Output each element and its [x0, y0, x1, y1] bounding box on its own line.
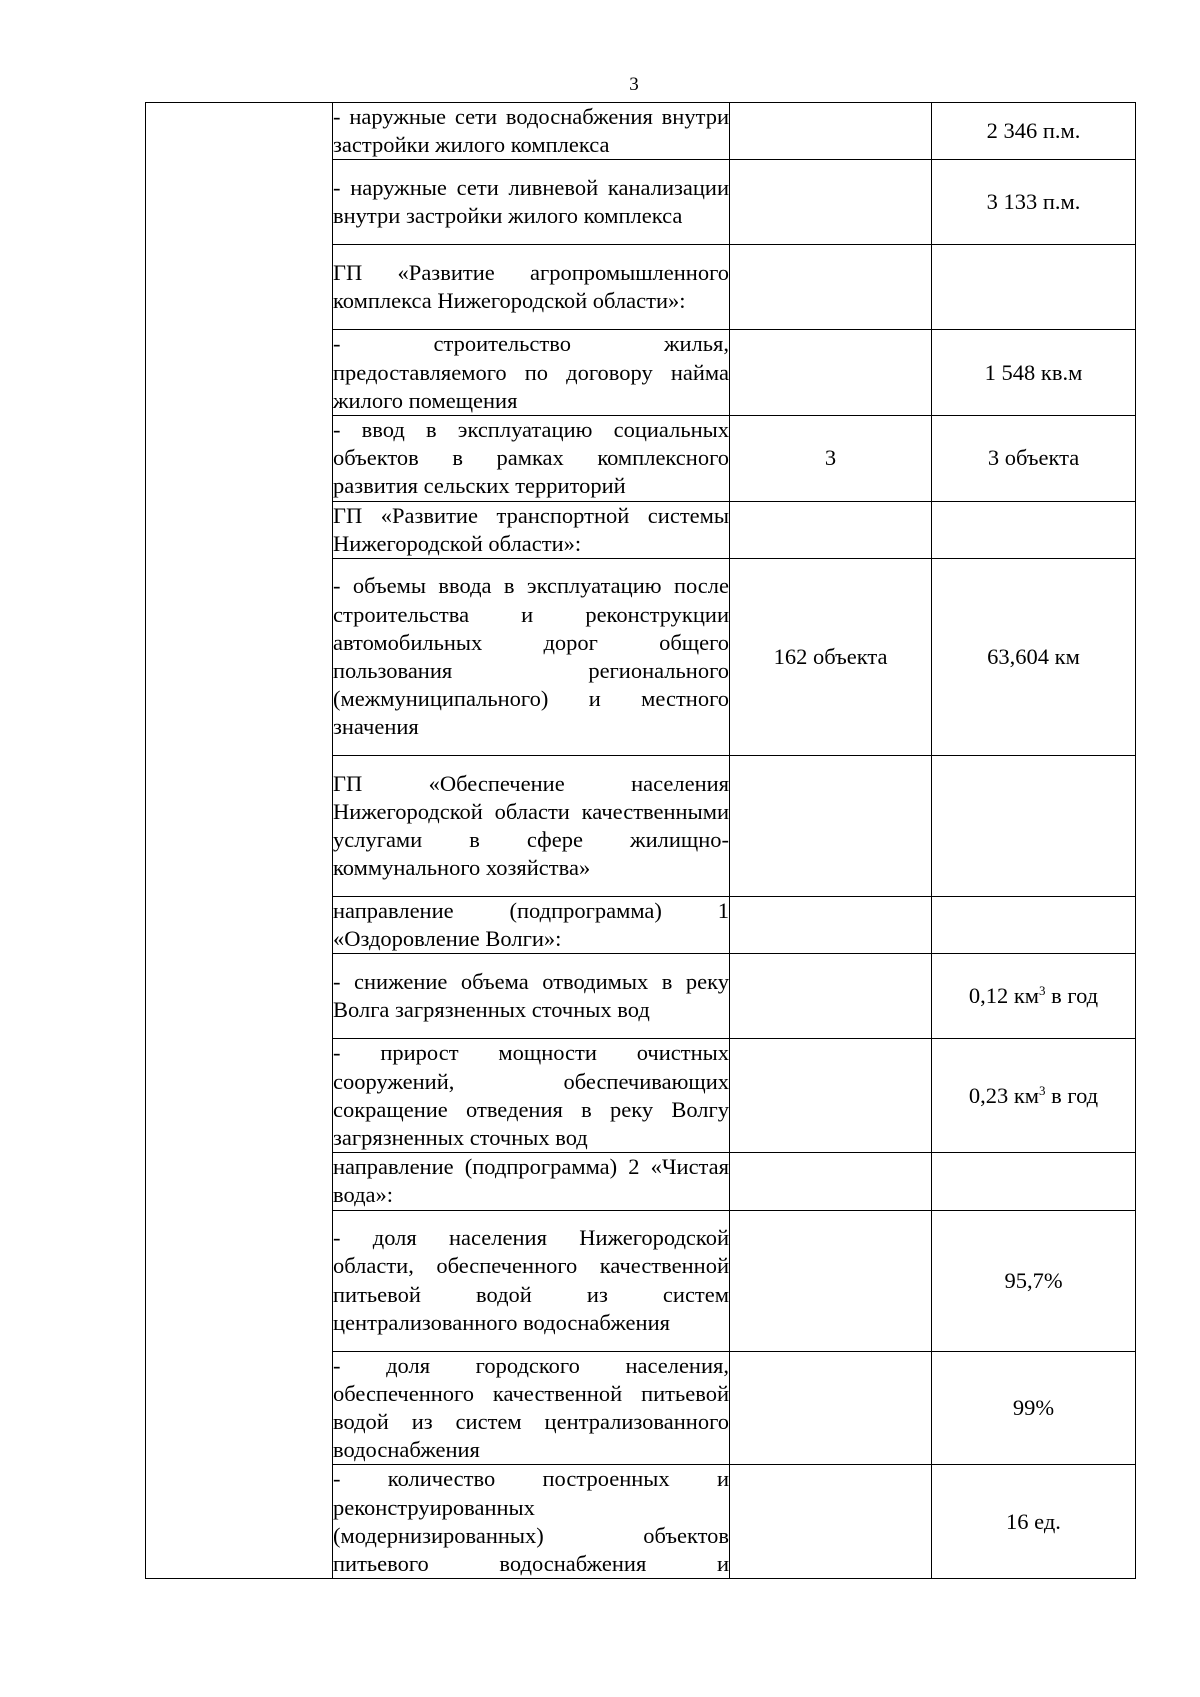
planned-value-cell	[730, 160, 932, 245]
planned-value-cell	[730, 897, 932, 954]
indicator-description-cell: - объемы ввода в эксплуатацию после строительства и реконструкции автомобильных дорог общего пользования регионального (межмуниципального) и местного значения	[333, 559, 730, 756]
result-value-cell	[932, 954, 1136, 1039]
page-number: 3	[629, 74, 639, 95]
planned-value-cell: 162 объекта	[730, 559, 932, 756]
indicator-description-cell: - количество построенных и реконструированных (модернизированных) объектов питьевого водоснабжения и	[333, 1465, 730, 1579]
planned-value-cell	[730, 1039, 932, 1153]
indicator-description-cell: ГП «Обеспечение населения Нижегородской области качественными услугами в сфере жилищно-коммунального хозяйства»	[333, 756, 730, 897]
indicator-description-cell: - строительство жилья, предоставляемого по договору найма жилого помещения	[333, 330, 730, 416]
result-value: 2 346 п.м.	[986, 118, 1081, 144]
result-value: 1 548 кв.м	[984, 359, 1083, 385]
result-value-suffix: в год	[1045, 983, 1099, 1009]
indicator-description-cell: ГП «Развитие транспортной системы Нижегородской области»:	[333, 501, 730, 558]
result-value: 0,12 км	[968, 983, 1040, 1009]
planned-value-cell	[730, 245, 932, 330]
result-value-cell	[932, 1153, 1136, 1210]
result-value: 95,7%	[1004, 1267, 1063, 1293]
result-value: 0,23 км	[968, 1082, 1040, 1108]
result-value-cell	[932, 245, 1136, 330]
result-value-cell	[932, 897, 1136, 954]
indicator-description-cell: - наружные сети водоснабжения внутри застройки жилого комплекса	[333, 103, 730, 160]
planned-value-cell: 3	[730, 416, 932, 502]
indicators-table	[145, 102, 1136, 1579]
planned-value-cell	[730, 1210, 932, 1351]
result-value-cell	[932, 1210, 1136, 1351]
result-value: 3 объекта	[987, 445, 1080, 471]
result-value-cell	[932, 160, 1136, 245]
result-value-cell	[932, 559, 1136, 756]
result-value-cell	[932, 756, 1136, 897]
planned-value-cell	[730, 501, 932, 558]
result-value-cell	[932, 416, 1136, 502]
result-value: 63,604 км	[987, 644, 1080, 670]
unit-superscript: 3	[1039, 1082, 1046, 1098]
indicator-description-cell: - прирост мощности очистных сооружений, обеспечивающих сокращение отведения в реку Волгу загрязненных сточных вод	[333, 1039, 730, 1153]
result-value-cell	[932, 501, 1136, 558]
result-value: 3 133 п.м.	[986, 189, 1081, 215]
planned-value-cell	[730, 1153, 932, 1210]
result-value-cell	[932, 1465, 1136, 1579]
result-value-suffix: в год	[1045, 1082, 1099, 1108]
table-row	[146, 103, 1136, 160]
result-value-cell	[932, 103, 1136, 160]
indicator-description-cell: направление (подпрограмма) 2 «Чистая вода»:	[333, 1153, 730, 1210]
planned-value-cell	[730, 103, 932, 160]
indicator-description-cell: - доля городского населения, обеспеченного качественной питьевой водой из систем централизованного водоснабжения	[333, 1351, 730, 1465]
planned-value-cell	[730, 954, 932, 1039]
unit-superscript: 3	[1039, 983, 1046, 999]
planned-value-cell	[730, 1465, 932, 1579]
result-value: 99%	[1012, 1395, 1055, 1421]
result-value-cell	[932, 330, 1136, 416]
indicator-description-cell: направление (подпрограмма) 1 «Оздоровление Волги»:	[333, 897, 730, 954]
indicator-description-cell: - снижение объема отводимых в реку Волга загрязненных сточных вод	[333, 954, 730, 1039]
result-value-cell	[932, 1351, 1136, 1465]
indicator-description-cell: - наружные сети ливневой канализации внутри застройки жилого комплекса	[333, 160, 730, 245]
planned-value-cell	[730, 330, 932, 416]
result-value: 16 ед.	[1006, 1508, 1061, 1534]
merged-first-column-cell	[146, 103, 333, 1579]
planned-value-cell	[730, 756, 932, 897]
indicator-description-cell: - ввод в эксплуатацию социальных объектов в рамках комплексного развития сельских территорий	[333, 416, 730, 502]
indicator-description-cell: ГП «Развитие агропромышленного комплекса Нижегородской области»:	[333, 245, 730, 330]
result-value-cell	[932, 1039, 1136, 1153]
indicator-description-cell: - доля населения Нижегородской области, обеспеченного качественной питьевой водой из систем централизованного водоснабжения	[333, 1210, 730, 1351]
planned-value-cell	[730, 1351, 932, 1465]
